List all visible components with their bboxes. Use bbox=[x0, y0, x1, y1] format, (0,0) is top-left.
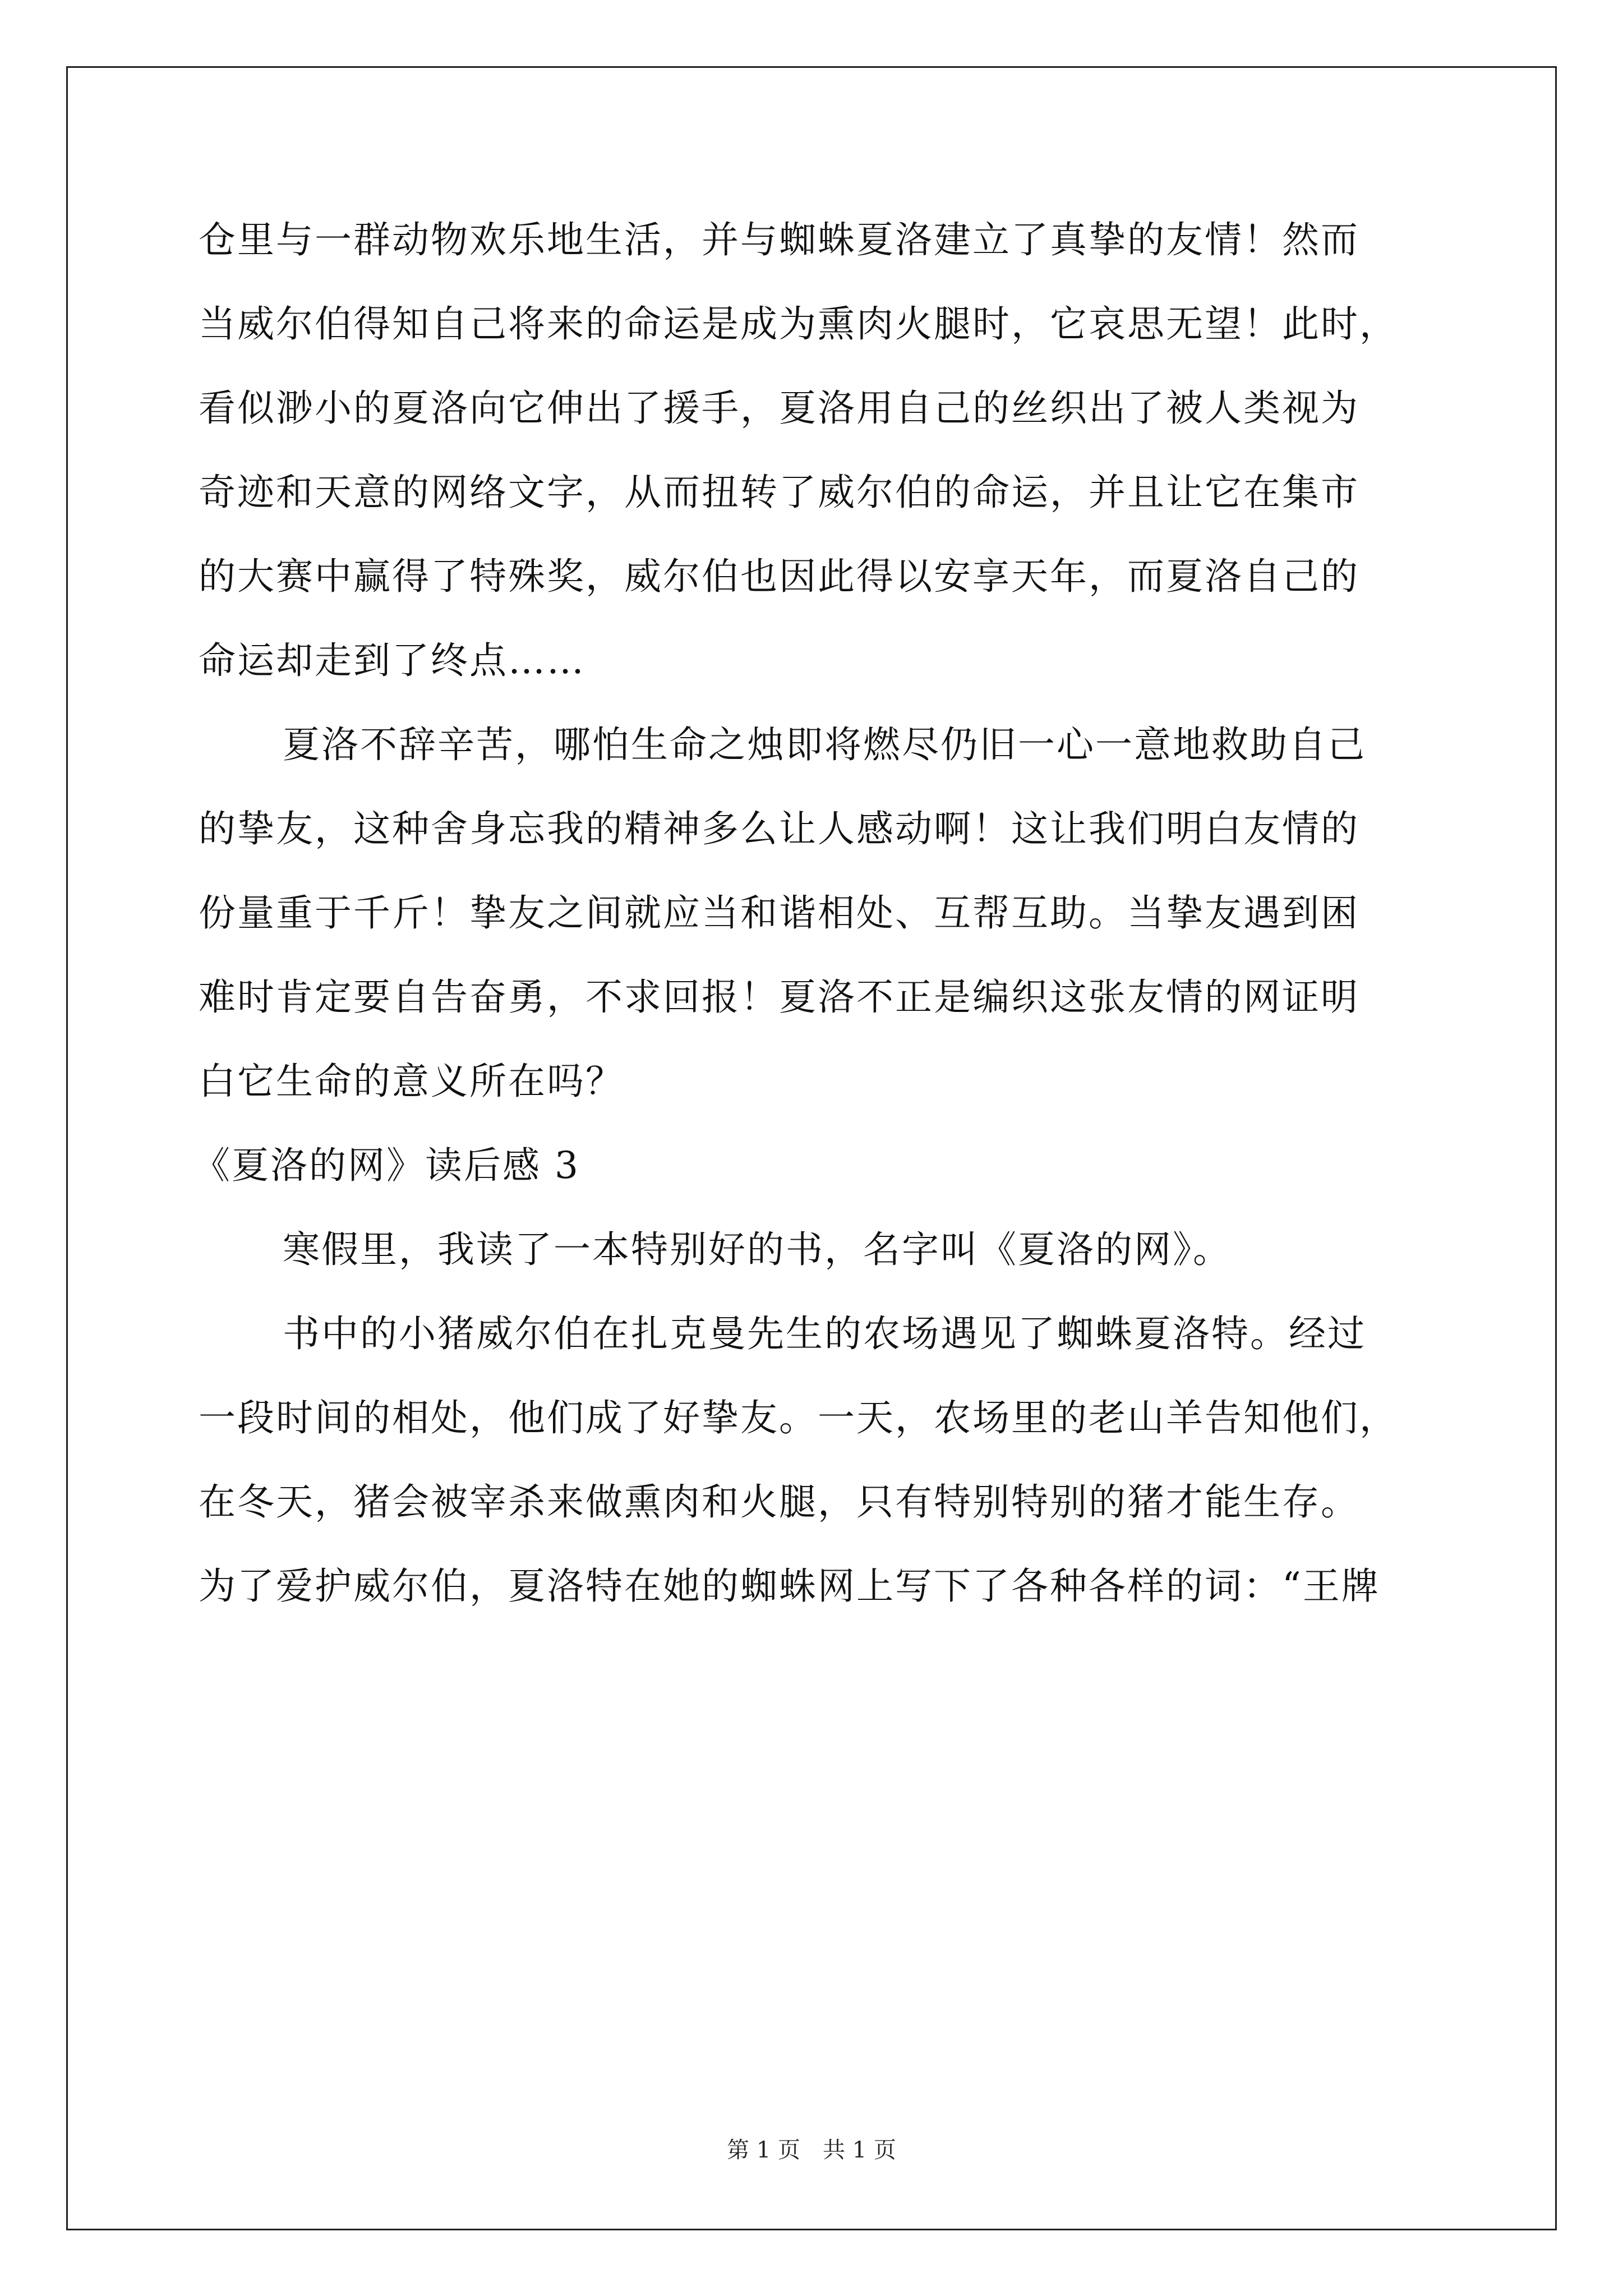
paragraph-line: 命运却走到了终点…… bbox=[199, 639, 585, 682]
paragraph-line: 难时肯定要自告奋勇，不求回报！夏洛不正是编织这张友情的网证明 bbox=[199, 976, 1359, 1019]
paragraph-line: 书中的小猪威尔伯在扎克曼先生的农场遇见了蜘蛛夏洛特。经过 bbox=[283, 1312, 1366, 1355]
paragraph-line: 寒假里，我读了一本特别好的书，名字叫《夏洛的网》。 bbox=[283, 1228, 1232, 1271]
paragraph-line: 一段时间的相处，他们成了好挚友。一天，农场里的老山羊告知他们， bbox=[199, 1396, 1398, 1439]
paragraph-line: 看似渺小的夏洛向它伸出了援手，夏洛用自己的丝织出了被人类视为 bbox=[199, 386, 1359, 430]
paragraph-line: 奇迹和天意的网络文字，从而扭转了威尔伯的命运，并且让它在集市 bbox=[199, 471, 1359, 514]
paragraph-line: 仓里与一群动物欢乐地生活，并与蜘蛛夏洛建立了真挚的友情！然而 bbox=[199, 218, 1359, 261]
paragraph-line: 夏洛不辞辛苦，哪怕生命之烛即将燃尽仍旧一心一意地救助自己 bbox=[283, 723, 1366, 766]
section-heading: 《夏洛的网》读后感 3 bbox=[193, 1144, 580, 1187]
paragraph-line: 在冬天，猪会被宰杀来做熏肉和火腿，只有特别特别的猪才能生存。 bbox=[199, 1480, 1359, 1524]
paragraph-line: 当威尔伯得知自己将来的命运是成为熏肉火腿时，它哀思无望！此时， bbox=[199, 302, 1398, 346]
page-footer: 第 1 页 共 1 页 bbox=[727, 2137, 896, 2163]
paragraph-line: 的挚友，这种舍身忘我的精神多么让人感动啊！这让我们明白友情的 bbox=[199, 807, 1359, 850]
paragraph-line: 份量重于千斤！挚友之间就应当和谐相处、互帮互助。当挚友遇到困 bbox=[199, 891, 1359, 935]
paragraph-line: 为了爱护威尔伯，夏洛特在她的蜘蛛网上写下了各种各样的词：“王牌 bbox=[199, 1565, 1380, 1608]
paragraph-line: 的大赛中赢得了特殊奖，威尔伯也因此得以安享天年，而夏洛自己的 bbox=[199, 555, 1359, 598]
paragraph-line: 白它生命的意义所在吗？ bbox=[199, 1060, 624, 1103]
